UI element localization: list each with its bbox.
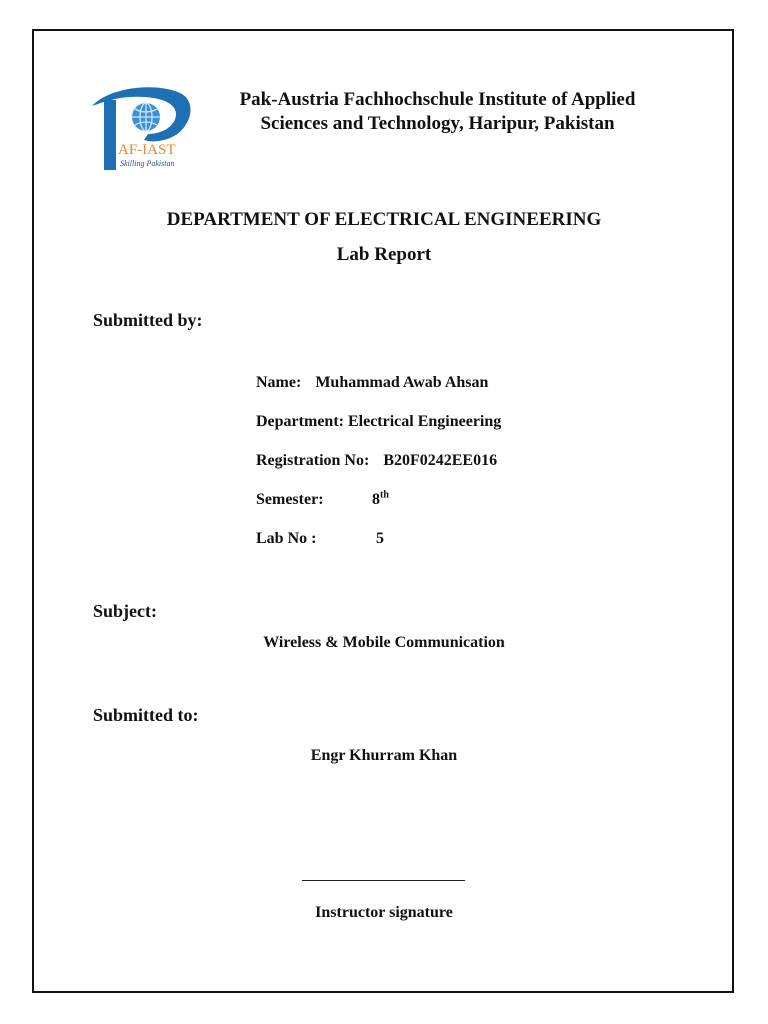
submitted-by-heading: Submitted by: [93,310,203,330]
institute-logo [90,84,196,176]
logo-wordmark: AF-IAST [118,142,176,158]
lab-no-value-wrap [376,530,384,548]
lab-no-label: Lab No : [256,530,317,547]
department-value: Electrical Engineering [347,413,502,430]
semester-label: Semester: [256,491,324,508]
institute-name-line2: Sciences and Technology, Haripur, Pakistan [260,113,615,134]
submitted-to-value: Engr Khurram Khan [310,747,458,764]
department-title: DEPARTMENT OF ELECTRICAL ENGINEERING [166,209,602,230]
department-label: Department: [256,413,344,430]
submitted-to-heading: Submitted to: [93,705,199,725]
name-label: Name: [256,374,302,391]
name-field [256,374,488,392]
registration-value: B20F0242EE016 [383,452,498,469]
registration-label: Registration No: [256,452,370,469]
semester-suffix: th [380,489,389,501]
signature-label: Instructor signature [315,904,453,921]
signature-line [302,880,465,881]
name-value: Muhammad Awab Ahsan [315,374,489,391]
semester-field [256,491,324,509]
logo-graphic [90,84,196,176]
registration-field [256,452,497,470]
institute-name-line1: Pak-Austria Fachhochschule Institute of Applied [239,89,636,110]
report-title: Lab Report [336,244,432,265]
lab-no-field [256,530,316,548]
lab-no-value: 5 [376,530,384,547]
subject-heading: Subject: [93,601,157,621]
subject-value: Wireless & Mobile Communication [263,634,505,651]
semester-value-wrap [372,491,389,509]
semester-value: 8 [372,491,380,508]
logo-tagline: Skilling Pakistan [120,159,175,168]
department-field [256,413,501,431]
